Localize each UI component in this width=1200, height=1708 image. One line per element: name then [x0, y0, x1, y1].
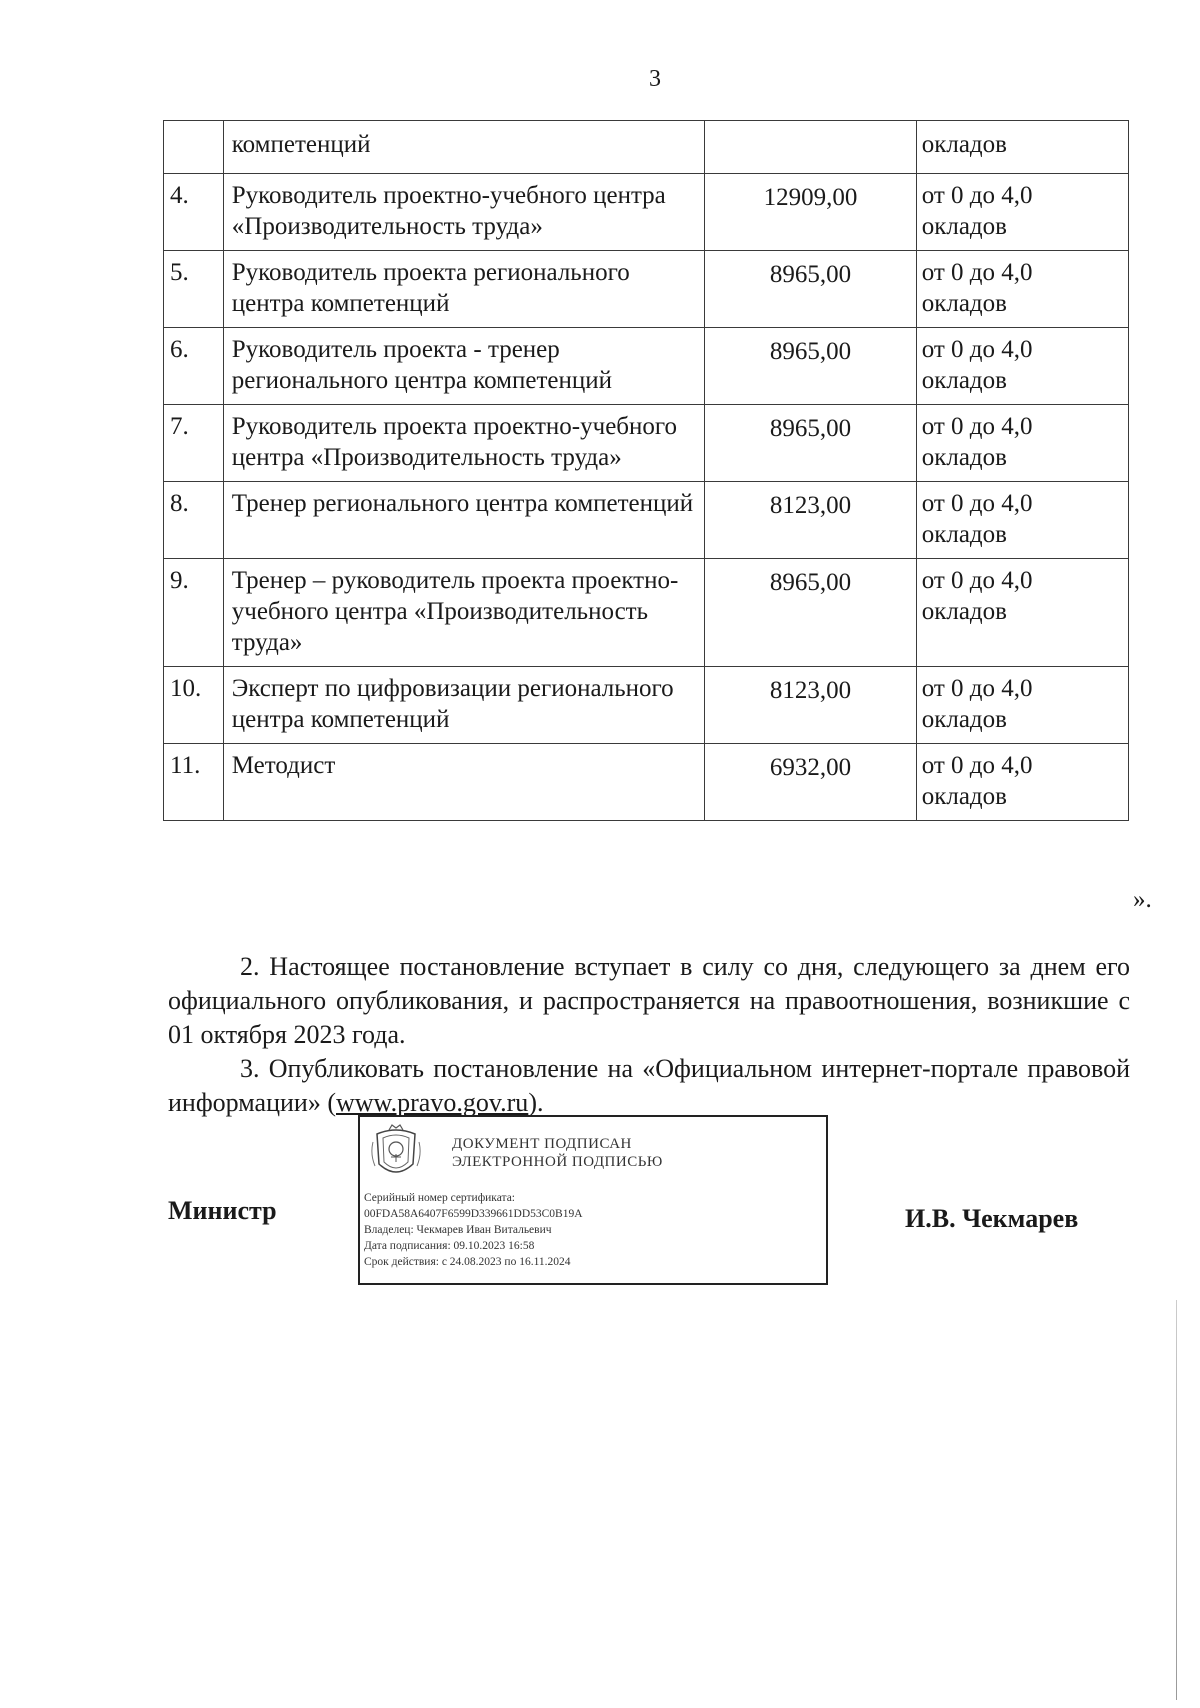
- table-row: [164, 482, 1129, 559]
- stamp-validity: Срок действия: с 24.08.2023 по 16.11.2024: [364, 1256, 571, 1268]
- cell-bonus: от 0 до 4,0 окладов: [916, 482, 1128, 559]
- cell-bonus: от 0 до 4,0 окладов: [916, 174, 1128, 251]
- cell-name: Тренер – руководитель проекта проектно-учебного центра «Производительность труда»: [223, 559, 704, 667]
- cell-name: Руководитель проекта проектно-учебного центра «Производительность труда»: [223, 405, 704, 482]
- stamp-signed-date: Дата подписания: 09.10.2023 16:58: [364, 1240, 535, 1252]
- stamp-serial-label: Серийный номер сертификата:: [364, 1192, 515, 1204]
- paragraph-3-text: 3. Опубликовать постановление на «Официальном интернет-портале правовой информации» (: [168, 1054, 1130, 1117]
- cell-num: 6.: [164, 328, 224, 405]
- salary-table: [163, 120, 1129, 821]
- signer-position: Министр: [168, 1196, 277, 1225]
- cell-name: компетенций: [223, 121, 704, 174]
- cell-bonus: от 0 до 4,0 окладов: [916, 405, 1128, 482]
- cell-salary: 8965,00: [705, 328, 916, 405]
- table-row: [164, 405, 1129, 482]
- cell-salary: 8123,00: [705, 667, 916, 744]
- cell-num: [164, 121, 224, 174]
- coat-of-arms-icon: [369, 1124, 423, 1182]
- cell-bonus: от 0 до 4,0 окладов: [916, 667, 1128, 744]
- cell-bonus: от 0 до 4,0 окладов: [916, 328, 1128, 405]
- cell-salary: 8965,00: [705, 559, 916, 667]
- cell-num: 7.: [164, 405, 224, 482]
- cell-bonus: от 0 до 4,0 окладов: [916, 744, 1128, 821]
- paragraph-3: [168, 1052, 1130, 1120]
- cell-num: 10.: [164, 667, 224, 744]
- cell-salary: 8123,00: [705, 482, 916, 559]
- cell-num: 5.: [164, 251, 224, 328]
- electronic-signature-stamp: [358, 1115, 828, 1285]
- cell-name: Руководитель проекта - тренер регионального центра компетенций: [223, 328, 704, 405]
- cell-salary: 8965,00: [705, 251, 916, 328]
- stamp-title-line1: ДОКУМЕНТ ПОДПИСАН: [452, 1136, 632, 1152]
- table-row: [164, 174, 1129, 251]
- table-row: [164, 744, 1129, 821]
- cell-name: Руководитель проекта регионального центра компетенций: [223, 251, 704, 328]
- cell-salary: [705, 121, 916, 174]
- cell-name: Эксперт по цифровизации регионального центра компетенций: [223, 667, 704, 744]
- cell-name: Методист: [223, 744, 704, 821]
- paragraph-3-end: ).: [528, 1088, 544, 1117]
- cell-num: 9.: [164, 559, 224, 667]
- table-row: [164, 251, 1129, 328]
- cell-bonus: окладов: [916, 121, 1128, 174]
- cell-bonus: от 0 до 4,0 окладов: [916, 251, 1128, 328]
- cell-num: 4.: [164, 174, 224, 251]
- cell-salary: 6932,00: [705, 744, 916, 821]
- table-row-continuation: [164, 121, 1129, 174]
- stamp-title-line2: ЭЛЕКТРОННОЙ ПОДПИСЬЮ: [452, 1154, 663, 1170]
- table-row: [164, 328, 1129, 405]
- closing-quote: ».: [1133, 886, 1152, 913]
- cell-salary: 12909,00: [705, 174, 916, 251]
- cell-num: 8.: [164, 482, 224, 559]
- signer-name: И.В. Чекмарев: [905, 1204, 1079, 1233]
- cell-name: Руководитель проектно-учебного центра «Производительность труда»: [223, 174, 704, 251]
- paragraph-2: 2. Настоящее постановление вступает в силу со дня, следующего за днем его официального опубликования, и распространяется на правоотношения, возникшие с 01 октября 2023 года.: [168, 952, 1130, 1049]
- cell-bonus: от 0 до 4,0 окладов: [916, 559, 1128, 667]
- stamp-details: [364, 1190, 583, 1270]
- page-number: 3: [649, 66, 661, 92]
- stamp-owner: Владелец: Чекмарев Иван Витальевич: [364, 1224, 552, 1236]
- scan-edge-line: [1176, 1300, 1177, 1700]
- table-row: [164, 667, 1129, 744]
- cell-name: Тренер регионального центра компетенций: [223, 482, 704, 559]
- cell-salary: 8965,00: [705, 405, 916, 482]
- cell-num: 11.: [164, 744, 224, 821]
- stamp-title: [452, 1135, 663, 1171]
- table-row: [164, 559, 1129, 667]
- stamp-serial: 00FDA58A6407F6599D339661DD53C0B19A: [364, 1208, 583, 1220]
- pravo-link[interactable]: www.pravo.gov.ru: [336, 1088, 529, 1117]
